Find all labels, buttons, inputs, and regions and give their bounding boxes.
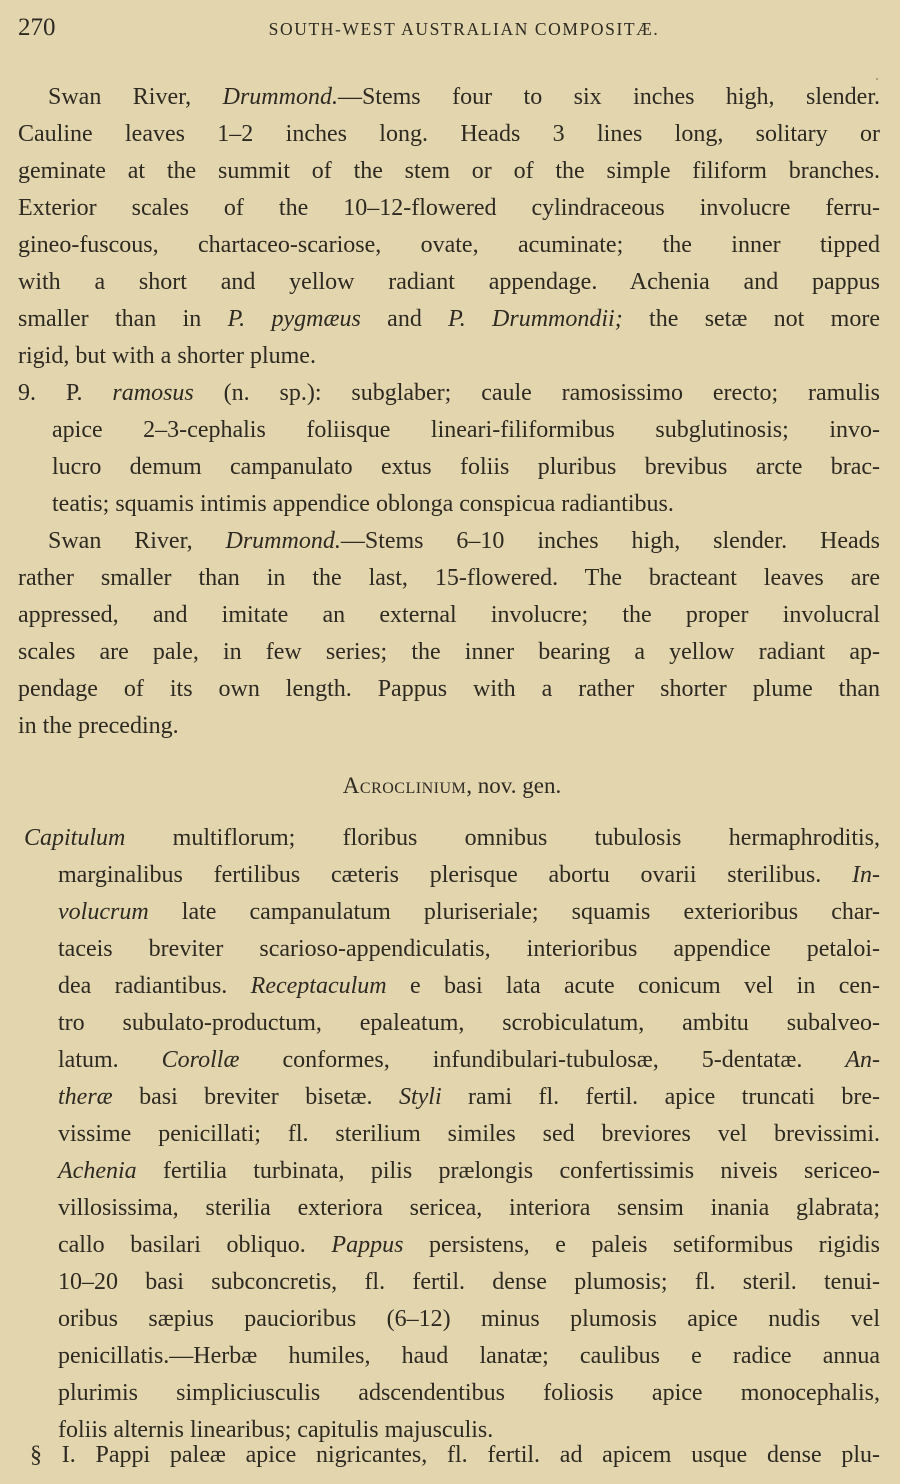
italic-term: Drummond. bbox=[222, 84, 338, 110]
text-line: Capitulum multiflorum; floribus omnibus tubulosis hermaphroditis, bbox=[24, 825, 880, 851]
running-title: SOUTH-WEST AUSTRALIAN COMPOSITÆ. bbox=[268, 19, 660, 39]
text-line: Cauline leaves 1–2 inches long. Heads 3 lines long, solitary or bbox=[18, 121, 880, 147]
paper-speck bbox=[876, 78, 878, 80]
italic-term: Achenia bbox=[58, 1158, 137, 1184]
line-container bbox=[18, 375, 880, 523]
text-line: 10–20 basi subconcretis, fl. fertil. dense plumosis; fl. steril. tenui- bbox=[58, 1269, 880, 1295]
text-line: in the preceding. bbox=[18, 713, 179, 739]
paragraph-swan-river-1 bbox=[18, 79, 880, 375]
text-line: Exterior scales of the 10–12-flowered cylindraceous involucre ferru- bbox=[18, 195, 880, 221]
genus-suffix: , nov. gen. bbox=[466, 773, 562, 798]
text-line: Achenia fertilia turbinata, pilis prælongis confertissimis niveis sericeo- bbox=[58, 1158, 880, 1184]
page-number: 270 bbox=[18, 14, 56, 41]
italic-term: An- bbox=[845, 1047, 881, 1073]
text-line: scales are pale, in few series; the inner bearing a yellow radiant ap- bbox=[18, 639, 880, 665]
text-line: lucro demum campanulato extus foliis pluribus brevibus arcte brac- bbox=[52, 454, 880, 480]
text-line: plurimis simpliciusculis adscendentibus foliosis apice monocephalis, bbox=[58, 1380, 880, 1406]
text-line: taceis breviter scarioso-appendiculatis, interioribus appendice petaloi- bbox=[58, 936, 880, 962]
text-line: gineo-fuscous, chartaceo-scariose, ovate, acuminate; the inner tipped bbox=[18, 232, 880, 258]
line-container bbox=[24, 820, 880, 1449]
text-line: penicillatis.—Herbæ humiles, haud lanatæ; caulibus e radice annua bbox=[58, 1343, 880, 1369]
line-container bbox=[18, 523, 880, 745]
italic-term: ramosus bbox=[112, 380, 194, 406]
text-line: Swan River, Drummond.—Stems 6–10 inches high, slender. Heads bbox=[48, 528, 880, 554]
text-line: foliis alternis linearibus; capitulis majusculis. bbox=[58, 1417, 494, 1443]
text-line: teatis; squamis intimis appendice oblonga conspicua radiantibus. bbox=[52, 491, 674, 517]
italic-term: Receptaculum bbox=[250, 973, 387, 999]
text-line: § I. Pappi paleæ apice nigricantes, fl. fertil. ad apicem usque dense plu- bbox=[30, 1442, 880, 1468]
text-line: pendage of its own length. Pappus with a rather shorter plume than bbox=[18, 676, 880, 702]
italic-term: Capitulum bbox=[24, 825, 126, 851]
text-line: theræ basi breviter bisetæ. Styli rami fl. fertil. apice truncati bre- bbox=[58, 1084, 881, 1110]
text-line: oribus sæpius paucioribus (6–12) minus plumosis apice nudis vel bbox=[58, 1306, 880, 1332]
italic-term: Corollæ bbox=[161, 1047, 240, 1073]
text-line: Swan River, Drummond.—Stems four to six inches high, slender. bbox=[48, 84, 880, 110]
text-line: tro subulato-productum, epaleatum, scrobiculatum, ambitu subalveo- bbox=[58, 1010, 880, 1036]
text-line: rather smaller than in the last, 15-flowered. The bracteant leaves are bbox=[18, 565, 880, 591]
text-line: smaller than in P. pygmæus and P. Drummondii; the setæ not more bbox=[18, 306, 880, 332]
text-line: volucrum late campanulatum pluriseriale; squamis exterioribus char- bbox=[58, 899, 880, 925]
italic-term: Drummond. bbox=[225, 528, 341, 554]
text-line: callo basilari obliquo. Pappus persistens, e paleis setiformibus rigidis bbox=[58, 1232, 880, 1258]
text-line: villosissima, sterilia exteriora sericea, interiora sensim inania glabrata; bbox=[58, 1195, 880, 1221]
subsection-1 bbox=[30, 1437, 880, 1474]
italic-term: Styli bbox=[398, 1084, 442, 1110]
text-line: with a short and yellow radiant appendage. Achenia and pappus bbox=[18, 269, 880, 295]
text-line: rigid, but with a shorter plume. bbox=[18, 343, 316, 369]
text-line: 9. P. ramosus (n. sp.): subglaber; caule ramosissimo erecto; ramulis bbox=[18, 380, 881, 406]
species-9-description bbox=[18, 375, 880, 523]
running-head bbox=[18, 14, 880, 46]
paragraph-swan-river-2 bbox=[18, 523, 880, 745]
italic-term: Pappus bbox=[331, 1232, 404, 1258]
line-container bbox=[18, 79, 880, 375]
text-line: vissime penicillati; fl. sterilium similes sed breviores vel brevissimi. bbox=[58, 1121, 880, 1147]
text-line: apice 2–3-cephalis foliisque lineari-filiformibus subglutinosis; invo- bbox=[52, 417, 880, 443]
text-line: dea radiantibus. Receptaculum e basi lata acute conicum vel in cen- bbox=[58, 973, 880, 999]
text-line: appressed, and imitate an external involucre; the proper involucral bbox=[18, 602, 880, 628]
italic-term: In- bbox=[852, 862, 880, 888]
genus-description bbox=[24, 820, 880, 1449]
italic-term: P. Drummondii; bbox=[448, 306, 623, 332]
text-line: latum. Corollæ conformes, infundibulari-tubulosæ, 5-dentatæ. An- bbox=[58, 1047, 881, 1073]
italic-term: volucrum bbox=[58, 899, 149, 925]
genus-heading bbox=[0, 773, 900, 799]
italic-term: P. pygmæus bbox=[227, 306, 361, 332]
line-container bbox=[30, 1437, 880, 1474]
text-line: geminate at the summit of the stem or of the simple filiform branches. bbox=[18, 158, 880, 184]
text-line: marginalibus fertilibus cæteris plerisque abortu ovarii sterilibus. In- bbox=[58, 862, 880, 888]
genus-name: Acroclinium bbox=[342, 773, 467, 798]
italic-term: theræ bbox=[58, 1084, 113, 1110]
